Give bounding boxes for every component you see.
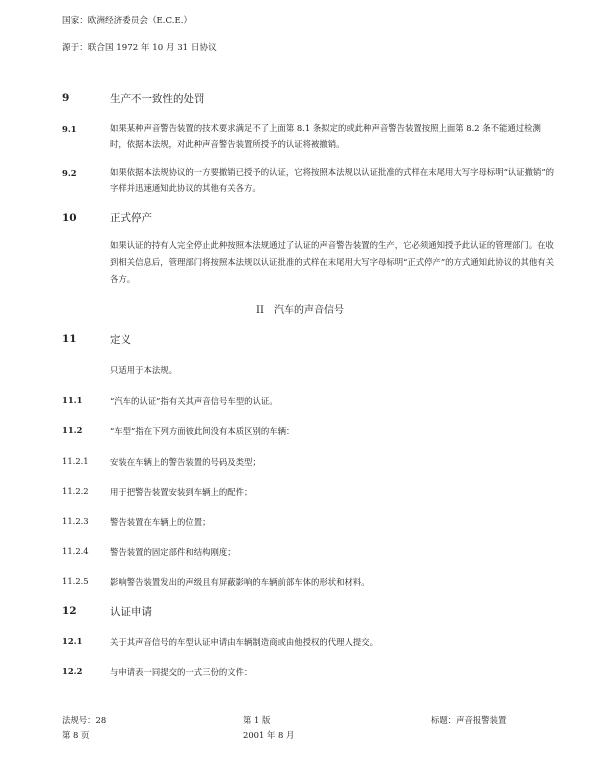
- footer-date: 2001 年 8 月: [243, 730, 295, 740]
- footer-title: 标题：声音报警装置: [431, 715, 507, 725]
- section-9-2-text: 如果依据本法规协议的一方要撤销已授予的认证，它将按照本法规以认证批准的式样在末尾用大写字母标明“认证撤销”的字样并迅速通知此协议的其他有关各方。: [110, 167, 555, 193]
- section-11-1-text: “汽车的认证”指有关其声音信号车型的认证。: [110, 396, 278, 406]
- header-country: 国家：欧洲经济委员会（E.C.E.）: [62, 16, 193, 26]
- footer-reg-no: 法规号：28: [62, 715, 107, 725]
- section-11-2-4-text: 警告装置的固定部件和结构刚度；: [110, 547, 236, 557]
- part-2-heading: II 汽车的声音信号: [256, 305, 344, 316]
- section-12-2-text: 与申请表一同提交的一式三份的文件：: [110, 667, 253, 677]
- section-9-1-number: 9.1: [62, 124, 77, 134]
- section-12-number: 12: [62, 605, 77, 617]
- section-12-2-number: 12.2: [62, 666, 83, 676]
- section-10-text: 如果认证的持有人完全停止此种按照本法规通过了认证的声音警告装置的生产，它必须通知授予此认证的管理部门。在收到相关信息后，管理部门将按照本法规以认证批准的式样在末尾用大写字母标明“正式停产”的方式通知此协议的其他有关各方。: [110, 240, 555, 284]
- section-11-2-number: 11.2: [62, 425, 83, 435]
- section-11-intro: 只适用于本法规。: [110, 365, 177, 375]
- section-11-2-5-number: 11.2.5: [62, 576, 89, 586]
- section-11-2-text: “车型”指在下列方面彼此间没有本质区别的车辆：: [110, 426, 295, 436]
- footer-edition: 第 1 版: [243, 715, 271, 725]
- section-11-2-2-number: 11.2.2: [62, 486, 89, 496]
- section-11-title: 定义: [110, 334, 131, 346]
- section-12-1-text: 关于其声音信号的车型认证申请由车辆制造商或由他授权的代理人提交。: [110, 637, 378, 647]
- section-11-2-2-text: 用于把警告装置安装到车辆上的配件；: [110, 487, 253, 497]
- footer-page: 第 8 页: [62, 730, 90, 740]
- section-11-number: 11: [62, 333, 77, 345]
- section-9-number: 9: [62, 92, 70, 104]
- section-9-title: 生产不一致性的处罚: [110, 93, 205, 105]
- header-source: 源于：联合国 1972 年 10 月 31 日协议: [62, 43, 217, 53]
- section-10-number: 10: [62, 212, 77, 224]
- section-11-2-5-text: 影响警告装置发出的声级且有屏蔽影响的车辆前部车体的形状和材料。: [110, 577, 370, 587]
- section-9-1-text: 如果某种声音警告装置的技术要求满足不了上面第 8.1 条拟定的或此种声音警告装置按照上面第 8.2 条不能通过检测时，依据本法规，对此种声音警告装置所授予的认证将被撤销。: [110, 123, 541, 149]
- section-12-title: 认证申请: [110, 606, 152, 618]
- section-12-1-number: 12.1: [62, 636, 83, 646]
- section-10-title: 正式停产: [110, 212, 152, 224]
- section-11-2-1-number: 11.2.1: [62, 456, 89, 466]
- section-11-2-1-text: 安装在车辆上的警告装置的号码及类型；: [110, 457, 261, 467]
- section-11-1-number: 11.1: [62, 395, 83, 405]
- section-11-2-3-text: 警告装置在车辆上的位置；: [110, 517, 211, 527]
- section-11-2-3-number: 11.2.3: [62, 516, 89, 526]
- section-9-2-number: 9.2: [62, 168, 77, 178]
- section-11-2-4-number: 11.2.4: [62, 546, 89, 556]
